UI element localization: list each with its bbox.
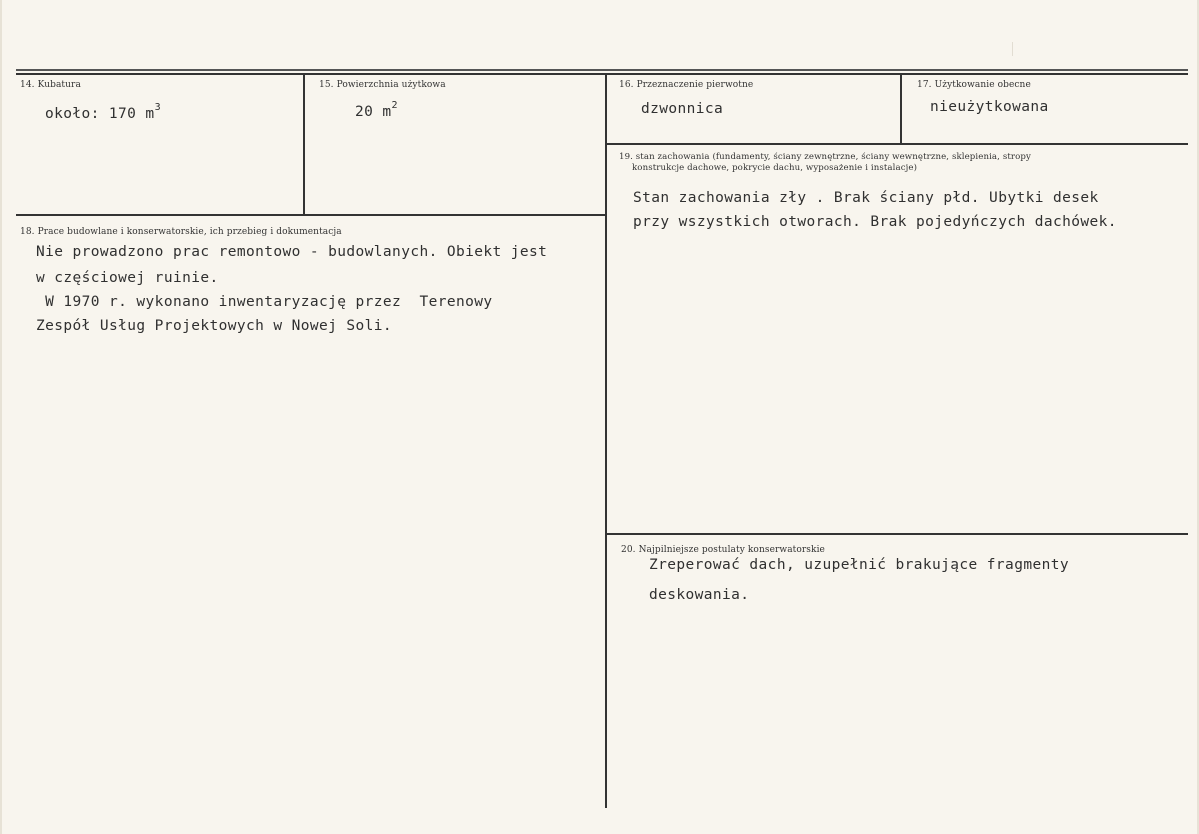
- field-19-label-line-1: 19. stan zachowania (fundamenty, ściany zewnętrzne, ściany wewnętrzne, sklepienia, stropy: [619, 152, 1031, 162]
- field-20-line-2: deskowania.: [649, 587, 750, 603]
- field-20-label: 20. Najpilniejsze postulaty konserwatorskie: [621, 545, 825, 555]
- field-15-label: 15. Powierzchnia użytkowa: [319, 80, 446, 90]
- field-18-line-2: w częściowej ruinie.: [36, 270, 219, 286]
- field-15-value: [355, 102, 398, 120]
- field-14-value: [45, 104, 161, 122]
- field-19-line-2: przy wszystkich otworach. Brak pojedyńczych dachówek.: [633, 214, 1117, 230]
- field-15-value-text: 20 m: [355, 103, 392, 120]
- top-rule: [16, 69, 1188, 71]
- top-rule-lower: [16, 73, 1188, 75]
- field-20-line-1: Zreperować dach, uzupełnić brakujące fragmenty: [649, 557, 1069, 573]
- divider-left-right: [605, 74, 607, 808]
- field-18-label: 18. Prace budowlane i konserwatorskie, ich przebieg i dokumentacja: [20, 227, 342, 237]
- field-18-line-1: Nie prowadzono prac remontowo - budowlanych. Obiekt jest: [36, 244, 548, 260]
- field-17-value: nieużytkowana: [930, 99, 1049, 115]
- field-19-line-1: Stan zachowania zły . Brak ściany płd. Ubytki desek: [633, 190, 1099, 206]
- field-18-line-3: W 1970 r. wykonano inwentaryzację przez Terenowy: [36, 294, 493, 310]
- ghost-mark: [1012, 42, 1027, 56]
- divider-14-15: [303, 74, 305, 215]
- rule-under-14-15: [16, 214, 606, 216]
- field-16-label: 16. Przeznaczenie pierwotne: [619, 80, 754, 90]
- field-17-label: 17. Użytkowanie obecne: [917, 80, 1031, 90]
- field-18-line-4: Zespół Usług Projektowych w Nowej Soli.: [36, 318, 393, 334]
- field-19-label-line-2: konstrukcje dachowe, pokrycie dachu, wyposażenie i instalacje): [632, 163, 918, 173]
- field-14-value-text: około: 170 m: [45, 105, 155, 122]
- field-15-value-exponent: 2: [391, 100, 398, 111]
- divider-16-17: [900, 74, 902, 144]
- field-14-label: 14. Kubatura: [20, 80, 81, 90]
- rule-under-19: [606, 533, 1188, 535]
- rule-under-16-17: [606, 143, 1188, 145]
- field-14-value-exponent: 3: [154, 102, 161, 113]
- field-16-value: dzwonnica: [641, 101, 724, 117]
